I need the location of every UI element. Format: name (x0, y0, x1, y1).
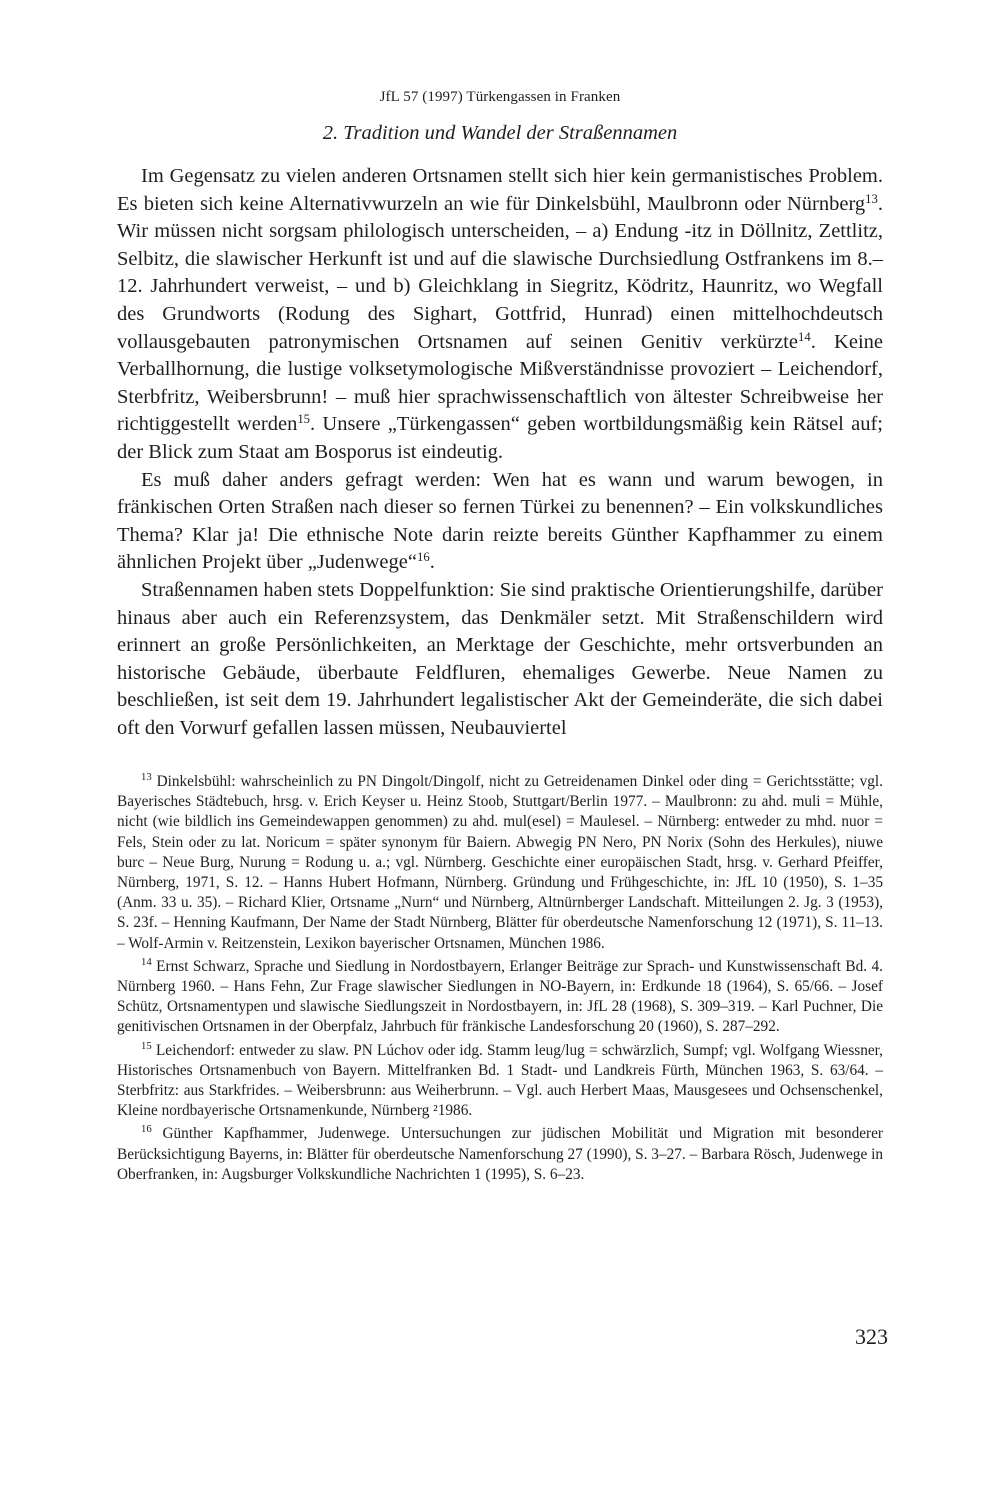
footnote-14 (117, 957, 883, 1038)
footnote-number: 13 (141, 771, 152, 784)
paragraph-3: Straßennamen haben stets Doppelfunktion: Sie sind praktische Orientierungshilfe, darüber hinaus aber auch ein Referenzsystem, das Denkmäler setzt. Mit Straßenschildern wird erinnert an große Persönlichkeiten, an Merktage der Geschichte, mehr ortsverbunden an historische Gebäude, überbaute Feldfluren, ehemaliges Gewerbe. Neue Namen zu beschließen, ist seit dem 19. Jahrhundert legalistischer Akt der Gemeinderäte, die sich dabei oft den Vorwurf gefallen lassen müssen, Neubauviertel (117, 578, 883, 739)
footnote-text: Ernst Schwarz, Sprache und Siedlung in Nordostbayern, Erlanger Beiträge zur Sprach- und Kunstwissenschaft Bd. 4. Nürnberg 1960. – Hans Fehn, Zur Frage slawischer Siedlungen in NO-Bayern, in: Erdkunde 18 (1964), S. 65/66. – Josef Schütz, Ortsnamentypen und slawische Siedlungszeit in Nordostbayern, in: JfL 28 (1968), S. 309–319. – Karl Puchner, Die genitivischen Ortsnamen in der Oberpfalz, Jahrbuch für fränkische Landesforschung 20 (1960), S. 287–292. (117, 957, 883, 1036)
footnote-number: 16 (141, 1123, 152, 1136)
paragraph-1-text-a: Im Gegensatz zu vielen anderen Ortsnamen stellt sich hier kein germanistisches Problem. Es bieten sich keine Alternativwurzeln an wie für Dinkelsbühl, Maulbronn oder Nürnberg (117, 165, 883, 215)
footnote-ref-14: 14 (797, 329, 811, 344)
footnote-text: Dinkelsbühl: wahrscheinlich zu PN Dingolt/Dingolf, nicht zu Getreidenamen Dinkel oder ding = Gerichtsstätte; vgl. Bayerisches Städtebuch, hrsg. v. Erich Keyser u. Heinz Stoob, Stuttgart/Berlin 1977. – Maulbronn: zu ahd. muli = Mühle, nicht (wie bildlich ins Gemeindewappen genommen) zu ahd. mul(esel) = Maulesel. – Nürnberg: entweder zu mhd. nuor = Fels, Stein oder zu lat. Noricum = später synonym für Baiern. Abwegig PN Nero, PN Norix (Sohn des Herkules), niuwe burc – Neue Burg, Nurung = Rodung u. a.; vgl. Nürnberg. Geschichte einer europäischen Stadt, hrsg. v. Gerhard Pfeiffer, Nürnberg, 1971, S. 12. – Hanns Hubert Hofmann, Nürnberg. Gründung und Frühgeschichte, in: JfL 10 (1950), S. 1–35 (Anm. 33 u. 35). – Richard Klier, Ortsname „Nurn“ und Nürnberg, Altnürnberger Landschaft. Mitteilungen 2. Jg. 3 (1953), S. 23f. – Henning Kaufmann, Der Name der Stadt Nürnberg, Blätter für oberdeutsche Namenforschung 12 (1971), S. 11–13. – Wolf-Armin v. Reitzenstein, Lexikon bayerischer Ortsnamen, München 1986. (117, 773, 883, 952)
footnote-ref-16: 16 (416, 550, 430, 565)
footnote-ref-13: 13 (865, 191, 878, 206)
footnote-number: 15 (141, 1039, 152, 1052)
paragraph-2-text-a: Es muß daher anders gefragt werden: Wen hat es wann und warum bewogen, in fränkischen Orten Straßen nach dieser so fernen Türkei zu benennen? – Ein volkskundliches Thema? Klar ja! Die ethnische Note darin reizte bereits Günther Kapfhammer zu einem ähnlichen Projekt über „Judenwege“ (117, 468, 883, 574)
footnote-number: 14 (141, 955, 152, 968)
footnote-13 (117, 772, 883, 954)
paragraph-2-text-b: . (429, 551, 435, 574)
paragraph-1-text-c: . Keine Verballhornung, die lustige volksetymologische Mißverständnisse provoziert – Leichendorf, Sterbfritz, Weibersbrunn! – muß hier sprachwissenschaftlich von ältester Schreibweise her richtiggestellt werden (117, 330, 884, 436)
paragraph-1-text-d: . Unsere „Türkengassen“ geben wortbildungsmäßig kein Rätsel auf; der Blick zum Staat am Bosporus ist eindeutig. (117, 413, 883, 463)
footnote-text: Günther Kapfhammer, Judenwege. Untersuchungen zur jüdischen Mobilität und Migration mit besonderer Berücksichtigung Bayerns, in: Blätter für oberdeutsche Namenforschung 27 (1990), S. 3–27. – Barbara Rösch, Judenwege in Oberfranken, in: Augsburger Volkskundliche Nachrichten 1 (1995), S. 6–23. (117, 1125, 883, 1183)
footnote-text: Leichendorf: entweder zu slaw. PN Lúchov oder idg. Stamm leug/lug = schwärzlich, Sumpf; vgl. Wolfgang Wiessner, Historisches Ortsnamenbuch von Bayern. Mittelfranken Bd. 1 Stadt- und Landkreis Fürth, München 1963, S. 63/64. – Sterbfritz: aus Starkfrides. – Weibersbrunn: aus Weiherbrunn. – Vgl. auch Herbert Maas, Mausgesees und Ochsenschenkel, Kleine nordbayerische Ortsnamenkunde, Nürnberg ²1986. (117, 1041, 883, 1120)
running-head: JfL 57 (1997) Türkengassen in Franken (379, 89, 621, 105)
paragraph-2 (117, 467, 883, 577)
footnote-16 (117, 1124, 883, 1185)
paragraph-1-text-b: . Wir müssen nicht sorgsam philologisch unterscheiden, – a) Endung -itz in Döllnitz, Zettlitz, Selbitz, die slawischer Herkunft ist und auf die slawische Durchsiedlung Ostfrankens im 8.–12. Jahrhundert verweist, – und b) Gleichklang in Siegritz, Ködritz, Haunritz, wo Wegfall des Grundworts (Rodung des Sighart, Gottfrid, Hunrad) einen mittelhochdeutsch vollausgebauten patronymischen Ortsnamen auf seinen Genitiv verkürzte (117, 192, 883, 353)
paragraph-1 (117, 163, 883, 467)
footnote-15 (117, 1041, 883, 1122)
footnotes (117, 772, 883, 1188)
section-title: 2. Tradition und Wandel der Straßennamen (322, 122, 678, 144)
page-number: 323 (855, 1324, 888, 1349)
body-text (117, 163, 883, 742)
footnote-ref-15: 15 (297, 412, 311, 427)
